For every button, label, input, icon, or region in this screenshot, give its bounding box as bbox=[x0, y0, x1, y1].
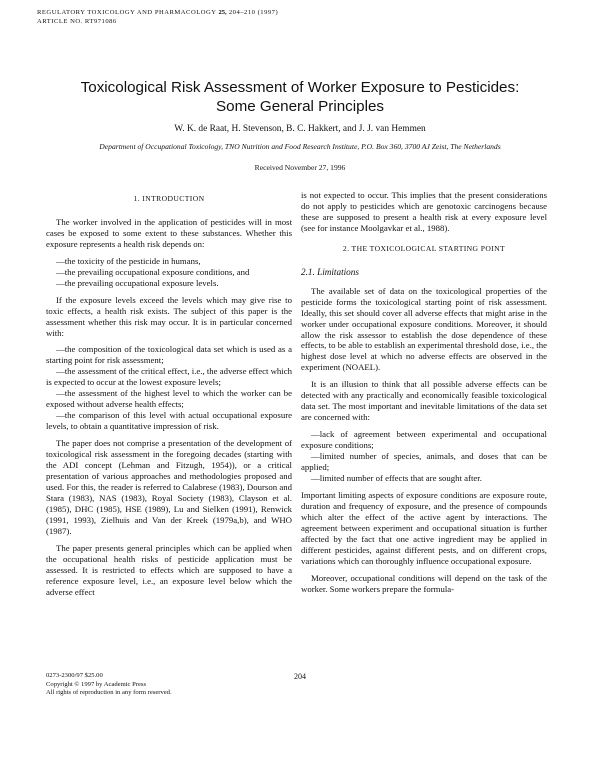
paragraph: Moreover, occupational conditions will depend on the task of the worker. Some workers prepare the formula- bbox=[301, 572, 547, 594]
page-number: 204 bbox=[294, 672, 306, 681]
received-date: Received November 27, 1996 bbox=[254, 163, 346, 172]
journal-pages-year: 204–210 (1997) bbox=[228, 9, 279, 16]
paragraph: It is an illusion to think that all possible adverse effects can be detected with any practically and economically feasible toxicological data set. The most important and inevitable limitations of the data set are concerned with: bbox=[301, 379, 547, 423]
list-item: —the composition of the toxicological data set which is used as a starting point for risk assessment; bbox=[46, 344, 292, 366]
list bbox=[46, 256, 292, 289]
paragraph: The paper does not comprise a presentation of the development of toxicological risk assessment in the foregoing decades (starting with the ADI concept (Lehman and Fitzugh, 1954)), or a critical presentation of various approaches and methodologies proposed and used. For this, the reader is referred to Calabrese (1983), Dourson and Stara (1983), NAS (1983), Royal Society (1983), Clayson et al. (1985), DHC (1985), HSE (1989), Lu and Sielken (1991), Renwick (1991, 1993), Zielhuis and Van der Kreek (1979a,b), and WHO (1987). bbox=[46, 438, 292, 536]
list-item: —lack of agreement between experimental and occupational exposure conditions; bbox=[301, 429, 547, 451]
paragraph: If the exposure levels exceed the levels which may give rise to toxic effects, a health risk exists. The subject of this paper is the assessment whether this risk may occur. It is in particular concerned with: bbox=[46, 294, 292, 338]
journal-volume: 25, bbox=[218, 9, 227, 16]
section-heading-toxicological-starting-point: 2. THE TOXICOLOGICAL STARTING POINT bbox=[342, 243, 506, 253]
list-item: —the toxicity of the pesticide in humans, bbox=[56, 255, 201, 266]
copyright-line: Copyright © 1997 by Academic Press bbox=[46, 680, 147, 688]
list-item: —the prevailing occupational exposure conditions, and bbox=[56, 266, 250, 277]
list-item: —the comparison of this level with actual occupational exposure levels, to obtain a quantitative impression of risk. bbox=[46, 410, 292, 432]
title-line-1: Toxicological Risk Assessment of Worker Exposure to Pesticides: bbox=[80, 79, 520, 96]
journal-header bbox=[37, 8, 278, 26]
list-item: —the assessment of the highest level to which the worker can be exposed without adverse health effects; bbox=[46, 388, 292, 410]
right-column bbox=[301, 190, 547, 595]
rights-line: All rights of reproduction in any form reserved. bbox=[46, 689, 172, 696]
list-item: —the assessment of the critical effect, i.e., the adverse effect which is expected to occur at the lowest exposure levels; bbox=[46, 366, 292, 388]
journal-name: REGULATORY TOXICOLOGY AND PHARMACOLOGY bbox=[37, 9, 217, 16]
list-item: —limited number of species, animals, and doses that can be applied; bbox=[301, 451, 547, 473]
list-item: —limited number of effects that are sought after. bbox=[311, 472, 482, 483]
list bbox=[46, 344, 292, 432]
paragraph: The worker involved in the application of pesticides will in most cases be exposed to some extent to these substances. Whether this exposure represents a health risk depends on: bbox=[46, 216, 292, 249]
list-item: —the prevailing occupational exposure levels. bbox=[56, 277, 219, 288]
paragraph: is not expected to occur. This implies that the present considerations do not apply to pesticides which are genotoxic carcinogens because these are supposed to present a health risk at every exposure level (see for instance Moolgavkar et al., 1988). bbox=[301, 190, 547, 233]
paper-title bbox=[0, 78, 600, 116]
paragraph: The paper presents general principles which can be applied when the occupational health risks of pesticide application must be assessed. It is restricted to effects which are supposed to have a reference exposure level, i.e., an exposure level below which the adverse effect bbox=[46, 542, 292, 597]
paragraph: The available set of data on the toxicological properties of the pesticide forms the toxicological starting point of risk assessment. Ideally, this set should cover all adverse effects that might arise in the worker under occupational exposure conditions. Moreover, it should allow the risk assessor to establish the dose dependence of these effects, to be able to establish an experimental threshold dose, i.e., the highest dose level at which no adverse effects are observed in the experiment (NOAEL). bbox=[301, 285, 547, 373]
title-line-2: Some General Principles bbox=[216, 98, 384, 115]
authors: W. K. de Raat, H. Stevenson, B. C. Hakkert, and J. J. van Hemmen bbox=[174, 124, 426, 134]
left-column bbox=[46, 190, 292, 597]
affiliation: Department of Occupational Toxicology, TNO Nutrition and Food Research Institute, P.O. Box 360, 3700 AJ Zeist, The Netherlands bbox=[99, 142, 501, 151]
section-heading-introduction: 1. INTRODUCTION bbox=[133, 194, 205, 203]
issn-price: 0273-2300/97 $25.00 bbox=[46, 672, 103, 679]
article-number: ARTICLE NO. RT971086 bbox=[37, 18, 117, 25]
subsection-heading-limitations: 2.1. Limitations bbox=[301, 266, 359, 277]
list bbox=[301, 429, 547, 484]
paragraph: Important limiting aspects of exposure conditions are exposure route, duration and frequency of exposure, and the presence of compounds which alter the effect of the active agent by interactions. The agreement between experiment and occupational situation is further affected by the fact that one active ingredient may be applied in different pesticides, against different pests, and on different crops, variations which can thoroughly influence occupational exposure. bbox=[301, 489, 547, 566]
